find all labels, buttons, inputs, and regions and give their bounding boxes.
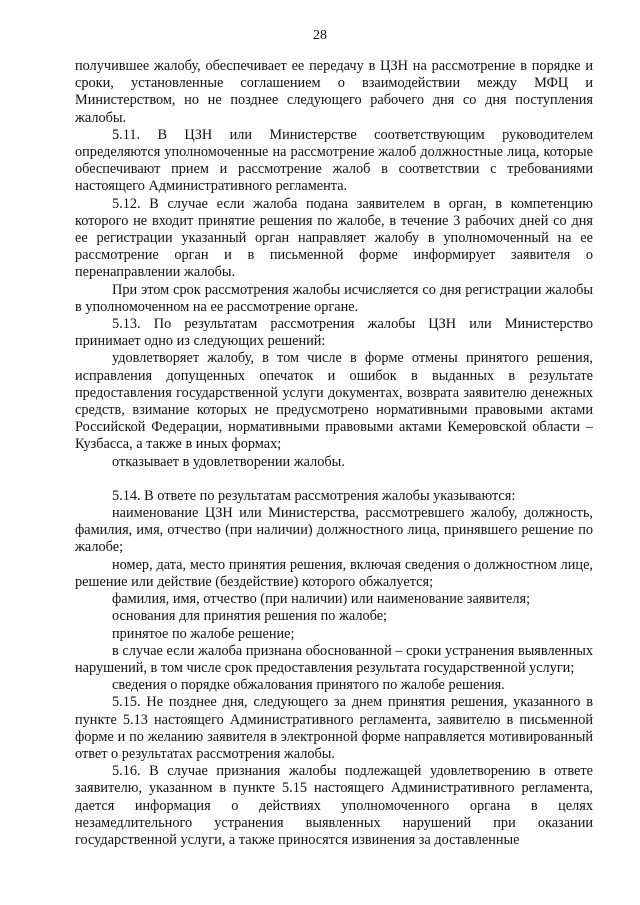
list-item-authority-name: наименование ЦЗН или Министерства, рассмотревшего жалобу, должность, фамилия, имя, отчество (при наличии) должностного лица, принявшего решение по жалобе; <box>75 505 593 556</box>
paragraph-continuation: получившее жалобу, обеспечивает ее передачу в ЦЗН на рассмотрение в порядке и сроки, установленные соглашением о взаимодействии между МФЦ и Министерством, но не позднее следующего рабочего дня со дня поступления жалобы. <box>75 58 593 126</box>
paragraph-gap <box>75 471 593 488</box>
paragraph-review-term: При этом срок рассмотрения жалобы исчисляется со дня регистрации жалобы в уполномоченном на ее рассмотрение органе. <box>75 281 593 315</box>
list-item-applicant-name: фамилия, имя, отчество (при наличии) или наименование заявителя; <box>112 591 531 608</box>
paragraph-refuses-complaint: отказывает в удовлетворении жалобы. <box>112 453 345 470</box>
paragraph-5-14: 5.14. В ответе по результатам рассмотрения жалобы указываются: <box>112 487 516 504</box>
list-item-remedy-terms: в случае если жалоба признана обоснованной – сроки устранения выявленных нарушений, в том числе срок предоставления результата государственной услуги; <box>75 642 593 676</box>
paragraph-5-15: 5.15. Не позднее дня, следующего за днем принятия решения, указанного в пункте 5.13 настоящего Административного регламента, заявителю в письменной форме и по желанию заявителя в электронной форме направляется мотивированный ответ о результатах рассмотрения жалобы. <box>75 694 593 762</box>
paragraph-5-13: 5.13. По результатам рассмотрения жалобы ЦЗН или Министерство принимает одно из следующих решений: <box>75 316 593 350</box>
list-item-decision: принятое по жалобе решение; <box>112 625 295 642</box>
list-item-decision-grounds: основания для принятия решения по жалобе; <box>112 608 388 625</box>
list-item-appeal-procedure: сведения о порядке обжалования принятого по жалобе решения. <box>112 677 505 694</box>
page-number: 28 <box>313 28 327 43</box>
paragraph-5-12: 5.12. В случае если жалоба подана заявителем в орган, в компетенцию которого не входит принятие решения по жалобе, в течение 3 рабочих дней со дня ее регистрации указанный орган направляет жалобу в уполномоченный на ее рассмотрение орган и в письменной форме информирует заявителя о перенаправлении жалобы. <box>75 195 593 281</box>
document-body <box>75 58 593 849</box>
list-item-decision-details: номер, дата, место принятия решения, включая сведения о должностном лице, решение или действие (бездействие) которого обжалуется; <box>75 556 593 590</box>
paragraph-5-11: 5.11. В ЦЗН или Министерстве соответствующим руководителем определяются уполномоченные на рассмотрение жалоб должностные лица, которые обеспечивают прием и рассмотрение жалоб в соответствии с требованиями настоящего Административного регламента. <box>75 126 593 195</box>
paragraph-5-16: 5.16. В случае признания жалобы подлежащей удовлетворению в ответе заявителю, указанном в пункте 5.15 настоящего Административного регламента, дается информация о действиях уполномоченного органа в целях незамедлительного устранения выявленных нарушений при оказании государственной услуги, а также приносятся извинения за доставленные <box>75 763 593 848</box>
paragraph-satisfies-complaint: удовлетворяет жалобу, в том числе в форме отмены принятого решения, исправления допущенных опечаток и ошибок в выданных в результате предоставления государственной услуги документах, возврата заявителю денежных средств, взимание которых не предусмотрено нормативными правовыми актами Российской Федерации, нормативными правовыми актами Кемеровской области – Кузбасса, а также в иных формах; <box>75 350 593 453</box>
